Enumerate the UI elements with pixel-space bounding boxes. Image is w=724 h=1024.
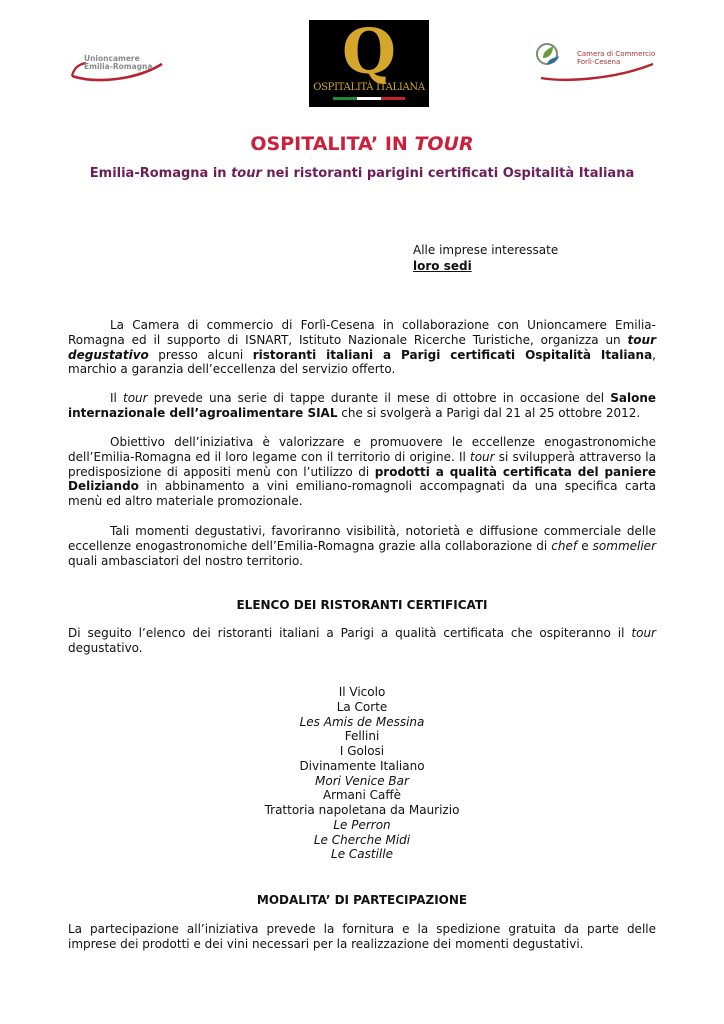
text: , marchio a garanzia dell’eccellenza del servizio offerto. bbox=[68, 347, 656, 377]
text-bold-italic: tour degustativo bbox=[68, 332, 656, 362]
text-italic: tour bbox=[123, 391, 148, 405]
paragraph-list-intro bbox=[68, 626, 656, 656]
recipient-line1: Alle imprese interessate bbox=[413, 243, 559, 257]
text: Tali momenti degustativi, favoriranno visibilità, notorietà e diffusione commerciale delle eccellenze enogastronomiche dell’Emilia-Romagna grazie alla collaborazione di bbox=[68, 524, 656, 553]
text-bold: prodotti a qualità certificata del paniere Deliziando bbox=[68, 464, 656, 494]
text: si svilupperà attraverso la predisposizione di appositi menù con l’utilizzo di bbox=[68, 449, 656, 479]
text: presso alcuni bbox=[148, 347, 253, 362]
text: degustativo. bbox=[68, 640, 143, 655]
paragraph-participation: La partecipazione all’iniziativa prevede la fornitura e la spedizione gratuita da parte delle imprese dei prodotti e dei vini necessari per la realizzazione dei momenti degustativi. bbox=[68, 922, 656, 951]
title-prefix: OSPITALITA’ IN bbox=[250, 133, 415, 155]
recipient-line2: loro sedi bbox=[413, 259, 472, 273]
text: Il bbox=[110, 391, 123, 405]
subtitle-part: Emilia-Romagna in bbox=[89, 166, 232, 181]
text-italic: chef bbox=[551, 538, 578, 553]
unioncamere-logo bbox=[66, 50, 166, 84]
text: prevede una serie di tappe durante il mese di ottobre in occasione del bbox=[147, 391, 611, 405]
subtitle-italic: tour bbox=[231, 166, 262, 181]
camera-commercio-logo bbox=[533, 42, 655, 82]
text: che si svolgerà a Parigi dal 21 al 25 ottobre 2012. bbox=[337, 405, 641, 420]
list-item: Fellini bbox=[344, 729, 380, 744]
ospitalita-logo-brand: OSPITALITÀ ITALIANA bbox=[313, 82, 425, 93]
recipient-block bbox=[413, 242, 558, 274]
ospitalita-italiana-logo bbox=[309, 15, 429, 107]
list-item: Le Cherche Midi bbox=[313, 832, 411, 847]
list-item: Le Perron bbox=[333, 817, 391, 832]
unioncamere-logo-line1: Unioncamere bbox=[84, 54, 140, 63]
section-heading-participation: MODALITA’ DI PARTECIPAZIONE bbox=[256, 893, 468, 907]
text-italic: tour bbox=[631, 626, 656, 640]
section-heading-restaurants: ELENCO DEI RISTORANTI CERTIFICATI bbox=[236, 598, 488, 612]
page-subtitle bbox=[0, 166, 724, 181]
title-italic: TOUR bbox=[414, 133, 474, 155]
paragraph-tour bbox=[68, 391, 656, 421]
text-bold: ristoranti italiani a Parigi certificati Ospitalità Italiana bbox=[252, 347, 653, 362]
list-item: Armani Caffè bbox=[322, 788, 402, 803]
paragraph-moments bbox=[68, 524, 656, 568]
list-item: Mori Venice Bar bbox=[315, 773, 409, 788]
paragraph-objective bbox=[68, 435, 656, 509]
text: in abbinamento a vini emiliano-romagnoli accompagnati da una specifica carta menù ed altro materiale promozionale. bbox=[68, 479, 656, 509]
restaurant-list bbox=[0, 685, 724, 862]
list-item: Il Vicolo bbox=[338, 685, 386, 699]
page-title bbox=[0, 133, 724, 155]
italian-flag-stripe-icon bbox=[333, 97, 405, 100]
text-italic: tour bbox=[469, 449, 495, 464]
subtitle-part: nei ristoranti parigini certificati Ospitalità Italiana bbox=[261, 166, 635, 181]
text: Obiettivo dell’iniziativa è valorizzare e promuovere le eccellenze enogastronomiche dell’Emilia-Romagna ed il loro legame con il territorio di origine. Il bbox=[68, 435, 656, 464]
camera-logo-line1: Camera di Commercio bbox=[577, 50, 656, 58]
list-item: Divinamente Italiano bbox=[299, 758, 425, 773]
text-bold: Salone internazionale dell’agroalimentare SIAL bbox=[68, 391, 657, 420]
paragraph-intro bbox=[68, 318, 656, 377]
camera-logo-line2: Forlì-Cesena bbox=[577, 58, 621, 66]
text: La Camera di commercio di Forlì-Cesena in collaborazione con Unioncamere Emilia-Romagna ed il supporto di ISNART, Istituto Nazionale Ricerche Turistiche, organizza un bbox=[68, 318, 656, 347]
list-item: La Corte bbox=[336, 699, 388, 714]
list-item: Le Castille bbox=[331, 847, 393, 862]
text-italic: sommelier bbox=[592, 538, 656, 553]
ospitalita-logo-letter: Q bbox=[341, 15, 396, 88]
unioncamere-logo-line2: Emilia-Romagna bbox=[84, 62, 153, 71]
text: Di seguito l’elenco dei ristoranti italiani a Parigi a qualità certificata che ospiteranno il bbox=[68, 626, 632, 640]
list-item: I Golosi bbox=[339, 744, 385, 758]
text: e bbox=[577, 538, 593, 553]
text: quali ambasciatori del nostro territorio. bbox=[68, 553, 303, 568]
list-item: Les Amis de Messina bbox=[299, 714, 425, 729]
list-item: Trattoria napoletana da Maurizio bbox=[264, 803, 460, 817]
